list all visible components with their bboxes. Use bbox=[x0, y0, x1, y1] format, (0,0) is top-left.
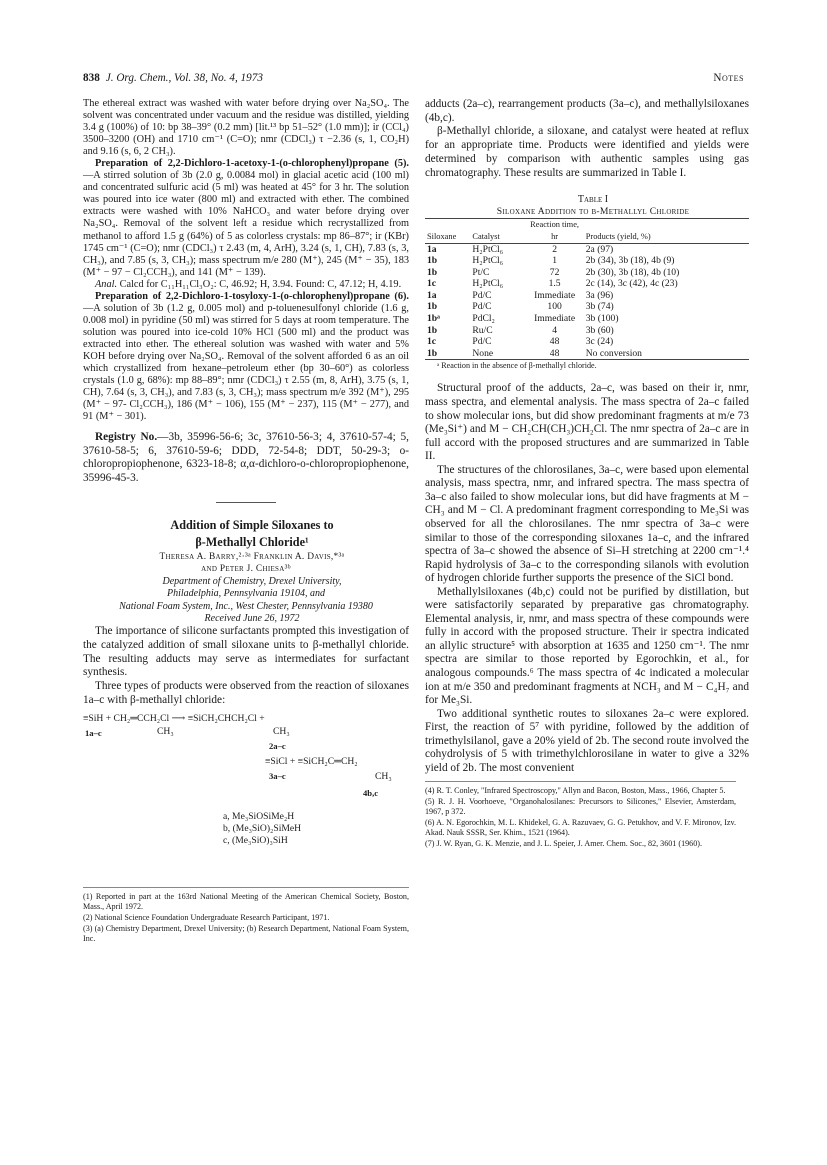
cell-products: 3b (74) bbox=[585, 301, 614, 313]
scheme-ch3-adduct: CH₃ bbox=[273, 726, 290, 738]
label-2a-c: 2a–c bbox=[269, 741, 286, 752]
cell-catalyst: H₂PtCl₆ bbox=[472, 278, 504, 290]
label-4b-c: 4b,c bbox=[363, 788, 379, 799]
footnote-6: (6) A. N. Egorochkin, M. L. Khidekel, G. A. Razuvaev, G. G. Petukhov, and V. F. Mironov, Izv. Akad. Nauk SSSR, Ser. Khim., 1521 (1964). bbox=[425, 818, 737, 838]
preparation-5-body: —A stirred solution of 3b (2.0 g, 0.0084 mol) in glacial acetic acid (100 ml) and concentrated sulfuric acid (5 ml) was heated at 45° for 3 hr. The solution was poured into ice water (800 ml) and extracted with ether. The combined extracts were washed with 10% NaHCO₃ and water before drying over Na₂SO₄. Removal of the solvent left a residue which recrystallized from methanol to afford 1.5 g (64%) of 5 as colorless crystals: mp 86–87°; ir (KBr) 1745 cm⁻¹ (C=O); nmr (CDCl₃) τ 2.43 (m, 4, ArH), 3.24 (s, 1, CH), 7.83 (s, 3, CH₃), and 7.85 (s, 3, CH₃); mass spectrum m/e 280 (M⁺), 245 (M⁺ − 35), 183 (M⁺ − 97 − Cl₂CCH₃), and 141 (M⁺ − 139). bbox=[83, 170, 409, 278]
cell-siloxane: 1b bbox=[427, 324, 438, 336]
cell-time: Immediate bbox=[534, 289, 576, 301]
siloxane-legend-c: c, (Me₃SiO)₃SiH bbox=[223, 835, 288, 847]
cell-catalyst: H₂PtCl₆ bbox=[472, 255, 504, 267]
cell-siloxane: 1b bbox=[427, 266, 438, 278]
procedure-paragraph: β-Methallyl chloride, a siloxane, and catalyst were heated at reflux for an appropriate time. Products were identified and yields were determined by comparison with authentic samples using gas chromatography. These results are summarized in Table I. bbox=[425, 125, 749, 179]
header-siloxane: Siloxane bbox=[425, 219, 470, 243]
label-3a-c: 3a–c bbox=[269, 771, 286, 782]
right-column bbox=[425, 98, 749, 850]
cell-time: 100 bbox=[547, 301, 562, 313]
cell-products: 2c (14), 3c (42), 4c (23) bbox=[585, 278, 678, 290]
cell-catalyst: H₂PtCl₆ bbox=[472, 243, 504, 255]
preparation-6-heading: Preparation of 2,2-Dichloro-1-tosyloxy-1-(o-chlorophenyl)propane (6). bbox=[95, 290, 409, 302]
footnote-4: (4) R. T. Conley, "Infrared Spectroscopy," Allyn and Bacon, Boston, Mass., 1966, Chapter 5. bbox=[425, 786, 726, 796]
affiliation-line-1: Department of Chemistry, Drexel University, bbox=[162, 575, 342, 587]
running-header bbox=[83, 72, 744, 88]
siloxane-legend-a: a, Me₃SiOSiMe₂H bbox=[223, 811, 295, 823]
footnotes-left bbox=[83, 887, 409, 944]
cell-products: 2a (97) bbox=[585, 243, 614, 255]
table-row bbox=[425, 255, 749, 267]
cell-catalyst: Pt/C bbox=[472, 266, 490, 278]
authors bbox=[83, 551, 409, 576]
cell-catalyst: PdCl₂ bbox=[472, 313, 495, 325]
cell-catalyst: Pd/C bbox=[472, 336, 492, 348]
chlorosilanes-paragraph: The structures of the chlorosilanes, 3a–c, were based upon elemental analysis, mass spectra, nmr, and infrared spectra. The mass spectra of 3a–c also failed to show molecular ions, but did have fragments at M − CH₃ and M − Cl. A predominant fragment corresponding to Me₃Si was observed for all the chlorosilanes. The nmr spectra of 3a–c were similar to those of the corresponding siloxanes 1a–c, and the infrared spectra of 3a–c showed the absence of Si–H stretching at 2200 cm⁻¹.⁴ Rapid hydrolysis of 3a–c to the corresponding silanols with evolution of hydrogen chloride further supports the presence of the SiCl bond. bbox=[425, 463, 749, 585]
intro-paragraph-2: Three types of products were observed from the reaction of siloxanes 1a–c with β-methallyl chloride: bbox=[83, 680, 409, 706]
adducts-paragraph: Structural proof of the adducts, 2a–c, was based on their ir, nmr, mass spectra, and elemental analysis. The mass spectra of 2a–c failed to show molecular ions, but did show predominant fragments at m/e 73 (Me₃Si⁺) and M − CH₂CH(CH₃)CH₂Cl. The nmr spectra of 2a–c are in full accord with the proposed structures and are summarized in Table II. bbox=[425, 382, 749, 463]
footnote-3: (3) (a) Chemistry Department, Drexel University; (b) Research Department, National Foam System, Inc. bbox=[83, 924, 409, 944]
scheme-reactants: ≡SiH + CH₂═CCH₂Cl ⟶ ≡SiCH₂CHCH₂Cl + bbox=[83, 713, 265, 725]
cell-siloxane: 1b bbox=[425, 348, 470, 360]
table-title: Table I bbox=[577, 194, 609, 206]
analysis-body: Calcd for C₁₁H₁₁Cl₃O₂: C, 46.92; H, 3.94. Found: C, 47.12; H, 4.19. bbox=[117, 278, 402, 290]
cell-products: 3b (100) bbox=[585, 313, 619, 325]
preparation-5-paragraph bbox=[83, 158, 409, 278]
cell-time: 1 bbox=[552, 255, 557, 267]
intro-paragraph-1: The importance of silicone surfactants prompted this investigation of the catalyzed addition of small siloxane units to β-methallyl chloride. The resulting adducts may serve as intermediates for surfactant synthesis. bbox=[83, 625, 409, 679]
cell-products: 3c (24) bbox=[585, 336, 614, 348]
discussion bbox=[425, 382, 749, 775]
cell-catalyst: None bbox=[470, 348, 525, 360]
header-citation bbox=[83, 72, 263, 84]
cell-siloxane: 1a bbox=[427, 243, 437, 255]
article-title-line-1: Addition of Simple Siloxanes to bbox=[170, 517, 334, 532]
scheme-ch3-methallyl: CH₃ bbox=[375, 771, 392, 783]
affiliation-line-3: National Foam System, Inc., West Chester, Pennsylvania 19380 bbox=[119, 600, 373, 612]
synthetic-routes-paragraph: Two additional synthetic routes to siloxanes 2a–c were explored. First, the reaction of 5⁷ with pyridine, followed by the addition of trimethylsilanol, gave a 20% yield of 2b. The second route involved the cohydrolysis of 5 with trimethylchlorosilane in water to give a 32% yield of 2b. The most convenient bbox=[425, 707, 749, 774]
authors-line-1: Theresa A. Barry,²·³ᵃ Franklin A. Davis,*³ᵃ bbox=[159, 551, 345, 562]
preparation-5-heading: Preparation of 2,2-Dichloro-1-acetoxy-1-(o-chlorophenyl)propane (5). bbox=[95, 158, 409, 170]
cell-siloxane: 1c bbox=[427, 278, 437, 290]
footnote-7: (7) J. W. Ryan, G. K. Menzie, and J. L. Speier, J. Amer. Chem. Soc., 82, 3601 (1960). bbox=[425, 839, 702, 849]
left-column bbox=[83, 98, 409, 945]
cell-time: Immediate bbox=[534, 313, 576, 325]
footnote-1: (1) Reported in part at the 163rd National Meeting of the American Chemical Society, Boston, Mass., April 1972. bbox=[83, 892, 409, 912]
cell-catalyst: Ru/C bbox=[472, 324, 493, 336]
cell-time: 4 bbox=[552, 324, 557, 336]
footnote-2: (2) National Science Foundation Undergraduate Research Participant, 1971. bbox=[83, 913, 330, 923]
cell-siloxane: 1bᵃ bbox=[427, 313, 440, 325]
section-divider bbox=[216, 502, 276, 503]
ethereal-extract-paragraph: The ethereal extract was washed with water before drying over Na₂SO₄. The solvent was concentrated under vacuum and the residue was distilled, yielding 3.4 g (100%) of 10: bp 38–39° (0.2 mm) [lit.¹³ bp 51–52° (1.0 mm)]; ir (CCl₄) 3500–3200 (OH) and 1710 cm⁻¹ (C=O); nmr (CDCl₃) τ −2.36 (s, 1, CO₂H) and 9.16 (s, 6, 2 CH₃). bbox=[83, 98, 409, 158]
cell-products: 3b (60) bbox=[585, 324, 614, 336]
authors-line-2: and Peter J. Chiesa³ᵇ bbox=[201, 564, 291, 575]
cell-catalyst: Pd/C bbox=[472, 289, 492, 301]
table-row bbox=[425, 278, 749, 290]
registry-numbers bbox=[83, 431, 409, 485]
cell-products: No conversion bbox=[584, 348, 749, 360]
cell-siloxane: 1c bbox=[427, 336, 437, 348]
section-label: Notes bbox=[713, 72, 744, 84]
table-row bbox=[425, 313, 749, 325]
products-paragraph: adducts (2a–c), rearrangement products (3a–c), and methallylsiloxanes (4b,c). bbox=[425, 98, 749, 124]
methallylsiloxanes-paragraph: Methallylsiloxanes (4b,c) could not be purified by distillation, but were satisfactorily separated by preparative gas chromatography. Elemental analysis, ir, nmr, and mass spectra of these compounds were fully in accord with the proposed structure. Their ir spectra indicated an allylic structure⁵ with absorption at 1635 and 1250 cm⁻¹. The nmr spectra are similar to those reported by Egorochkin, et al., for analogous compounds.⁶ The mass spectra of 4c indicated a molecular ion at m/e 350 and predominant fragments at NCH₃ and M − C₄H₇ and for Me₃Si. bbox=[425, 585, 749, 707]
header-reaction-time: Reaction time, hr bbox=[525, 219, 583, 243]
registry-heading: Registry No. bbox=[95, 431, 158, 444]
registry-body: —3b, 35996-56-6; 3c, 37610-56-3; 4, 37610-57-4; 5, 37610-58-5; 6, 37610-59-6; DDD, 72-54-8; DDT, 50-29-3; o-chloropropiophenone, 6323-18-8; α,α-dichloro-o-chloropropiophenone, 35996-45-3. bbox=[83, 431, 409, 485]
cell-time: 1.5 bbox=[548, 278, 561, 290]
siloxane-addition-table bbox=[425, 218, 749, 360]
article-title-line-2: β-Methallyl Chloride¹ bbox=[195, 534, 309, 549]
cell-time: 48 bbox=[549, 336, 560, 348]
preparation-6-body: —A solution of 3b (1.2 g, 0.005 mol) and p-toluenesulfonyl chloride (1.6 g, 0.008 mol) in pyridine (50 ml) was stirred for 5 days at room temperature. The solution was poured into ice-cold 10% HCl (500 ml) and the product was extracted into ether. The ethereal solution was washed with water and 5% KOH before drying over Na₂SO₄. Removal of the solvent afforded 6 as an oil which crystallized from hexane–petroleum ether (bp 30–60°) as colorless crystals (1.0 g, 68%): mp 88–89°; nmr (CDCl₃) τ 2.55 (m, 8, ArH), 3.75 (s, 1, CH), 7.64 (s, 3, CH₃), and 7.83 (s, 3, CH₃); mass spectrum m/e 392 (M⁺), 295 (M⁺ − 97- Cl₂CCH₃), 186 (M⁺ − 106), 155 (M⁺ − 237), 115 (M⁺ − 277), and 91 (M⁺ − 301). bbox=[83, 302, 409, 423]
cell-products: 2b (30), 3b (18), 4b (10) bbox=[585, 266, 680, 278]
cell-siloxane: 1b bbox=[427, 255, 438, 267]
table-caption: Siloxane Addition to β-Methallyl Chloride bbox=[496, 206, 690, 218]
table-header-row bbox=[425, 219, 749, 243]
cell-catalyst: Pd/C bbox=[472, 301, 492, 313]
table-row bbox=[425, 336, 749, 348]
scheme-products: ≡SiCl + ≡SiCH₂C═CH₂ bbox=[265, 756, 358, 768]
cell-siloxane: 1b bbox=[427, 301, 438, 313]
page-number: 838 bbox=[83, 72, 100, 84]
preparation-6-paragraph bbox=[83, 291, 409, 424]
table-row bbox=[425, 290, 749, 302]
table-1 bbox=[425, 194, 749, 372]
cell-time: 48 bbox=[525, 348, 583, 360]
header-products: Products (yield, %) bbox=[584, 219, 749, 243]
reaction-scheme bbox=[83, 709, 409, 879]
table-footnote: ᵃ Reaction in the absence of β-methallyl chloride. bbox=[437, 361, 597, 371]
cell-time: 2 bbox=[552, 243, 557, 255]
label-1a-c: 1a–c bbox=[85, 728, 102, 739]
scheme-ch3-reactant: CH₃ bbox=[157, 726, 174, 738]
cell-products: 3a (96) bbox=[585, 289, 614, 301]
header-catalyst: Catalyst bbox=[470, 219, 525, 243]
cell-siloxane: 1a bbox=[427, 289, 437, 301]
cell-time: 72 bbox=[549, 266, 560, 278]
table-row bbox=[425, 243, 749, 255]
received-date: Received June 26, 1972 bbox=[204, 613, 300, 625]
affiliation-line-2: Philadelphia, Pennsylvania 19104, and bbox=[166, 588, 326, 600]
analysis-heading: Anal. bbox=[95, 278, 118, 290]
table-row bbox=[425, 267, 749, 279]
table-row bbox=[425, 301, 749, 313]
affiliations bbox=[83, 576, 409, 614]
table-row bbox=[425, 325, 749, 337]
journal-citation: J. Org. Chem., Vol. 38, No. 4, 1973 bbox=[105, 72, 263, 84]
siloxane-legend-b: b, (Me₃SiO)₂SiMeH bbox=[223, 823, 302, 835]
table-row bbox=[425, 348, 749, 360]
footnote-5: (5) R. J. H. Voorhoeve, "Organohalosilanes: Precursors to Silicones," Elsevier, Amsterdam, 1967, p 372. bbox=[425, 797, 737, 817]
footnotes-right bbox=[425, 781, 736, 849]
analysis-paragraph bbox=[83, 279, 409, 291]
cell-products: 2b (34), 3b (18), 4b (9) bbox=[585, 255, 675, 267]
